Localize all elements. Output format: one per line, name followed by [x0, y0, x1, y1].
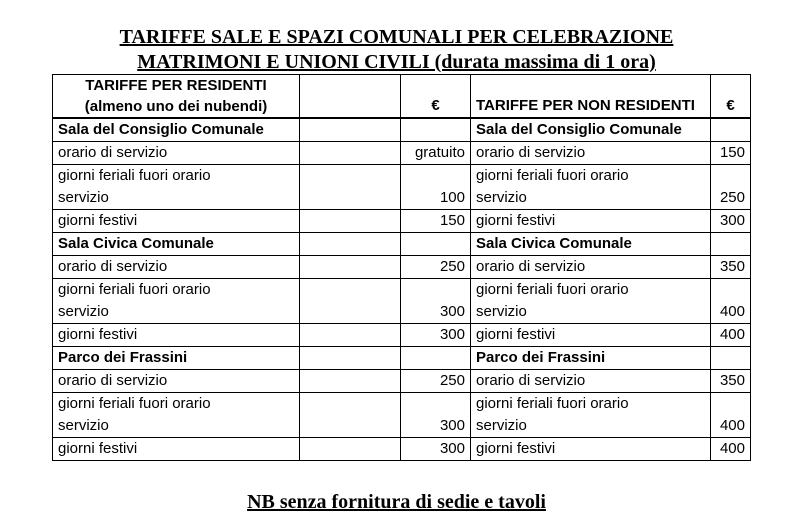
- table-row: [53, 165, 751, 210]
- empty-cell: [300, 75, 401, 118]
- section-name-residents: Parco dei Frassini: [53, 347, 300, 370]
- row-label: orario di servizio: [58, 258, 168, 275]
- row-label-line1: giorni feriali fuori orario: [58, 167, 211, 184]
- section-name-residents: Sala del Consiglio Comunale: [53, 119, 300, 142]
- row-label: giorni festivi: [58, 440, 138, 457]
- non-residents-price: 400: [711, 324, 751, 347]
- non-residents-header: TARIFFE PER NON RESIDENTI: [471, 75, 711, 118]
- section-row: [53, 233, 751, 256]
- row-label-line2: servizio: [476, 189, 527, 206]
- empty-cell: [401, 347, 471, 370]
- table-row: [53, 256, 751, 279]
- empty-cell: [300, 324, 401, 347]
- empty-cell: [300, 165, 401, 210]
- residents-label-cell: [53, 324, 300, 347]
- non-residents-price: 400: [711, 279, 751, 324]
- residents-currency-header: €: [401, 75, 471, 118]
- table-row: [53, 142, 751, 165]
- non-residents-label-cell: [471, 142, 711, 165]
- empty-cell: [300, 347, 401, 370]
- residents-price: 300: [401, 393, 471, 438]
- table-row: [53, 210, 751, 233]
- residents-price: 250: [401, 256, 471, 279]
- non-residents-label-cell: [471, 324, 711, 347]
- non-residents-label-cell: [471, 370, 711, 393]
- row-label-line1: giorni feriali fuori orario: [58, 395, 211, 412]
- residents-label-cell: [53, 438, 300, 461]
- empty-cell: [711, 347, 751, 370]
- row-label: orario di servizio: [476, 372, 586, 389]
- residents-price: gratuito: [401, 142, 471, 165]
- non-residents-price: 400: [711, 393, 751, 438]
- empty-cell: [300, 370, 401, 393]
- residents-price: 300: [401, 279, 471, 324]
- table-row: [53, 370, 751, 393]
- empty-cell: [300, 119, 401, 142]
- non-residents-price: 300: [711, 210, 751, 233]
- row-label: giorni festivi: [476, 326, 556, 343]
- non-residents-label-cell: [471, 438, 711, 461]
- empty-cell: [401, 233, 471, 256]
- residents-label-cell: [53, 165, 300, 210]
- residents-label-cell: [53, 210, 300, 233]
- table-row: [53, 279, 751, 324]
- document-title-line1: TARIFFE SALE E SPAZI COMUNALI PER CELEBRAZIONE: [119, 26, 674, 48]
- empty-cell: [300, 256, 401, 279]
- residents-price: 300: [401, 438, 471, 461]
- non-residents-price: 250: [711, 165, 751, 210]
- row-label: orario di servizio: [58, 372, 168, 389]
- non-residents-price: 350: [711, 256, 751, 279]
- row-label-line1: giorni feriali fuori orario: [476, 167, 629, 184]
- non-residents-price: 150: [711, 142, 751, 165]
- row-label-line2: servizio: [476, 303, 527, 320]
- row-label-line2: servizio: [476, 417, 527, 434]
- row-label: giorni festivi: [476, 440, 556, 457]
- residents-header-line1: TARIFFE PER RESIDENTI: [85, 77, 267, 94]
- section-row: [53, 119, 751, 142]
- residents-label-cell: [53, 142, 300, 165]
- row-label-line2: servizio: [58, 417, 109, 434]
- residents-label-cell: [53, 279, 300, 324]
- section-name-non-residents: Sala del Consiglio Comunale: [471, 119, 711, 142]
- section-row: [53, 347, 751, 370]
- row-label: giorni festivi: [476, 212, 556, 229]
- empty-cell: [300, 279, 401, 324]
- empty-cell: [711, 233, 751, 256]
- residents-label-cell: [53, 393, 300, 438]
- row-label: giorni festivi: [58, 326, 138, 343]
- section-name-residents: Sala Civica Comunale: [53, 233, 300, 256]
- table-row: [53, 438, 751, 461]
- empty-cell: [300, 142, 401, 165]
- row-label-line2: servizio: [58, 303, 109, 320]
- row-label-line2: servizio: [58, 189, 109, 206]
- footnote: NB senza fornitura di sedie e tavoli: [247, 491, 546, 513]
- row-label-line1: giorni feriali fuori orario: [476, 395, 629, 412]
- empty-cell: [300, 210, 401, 233]
- empty-cell: [300, 233, 401, 256]
- non-residents-label-cell: [471, 279, 711, 324]
- tariff-table: [52, 74, 751, 461]
- non-residents-label-cell: [471, 210, 711, 233]
- residents-price: 300: [401, 324, 471, 347]
- empty-cell: [300, 438, 401, 461]
- non-residents-price: 400: [711, 438, 751, 461]
- row-label-line1: giorni feriali fuori orario: [58, 281, 211, 298]
- residents-header-line2: (almeno uno dei nubendi): [84, 98, 268, 115]
- residents-price: 250: [401, 370, 471, 393]
- residents-header: [53, 75, 300, 118]
- non-residents-label-cell: [471, 256, 711, 279]
- table-header-row: [53, 75, 751, 118]
- residents-label-cell: [53, 370, 300, 393]
- non-residents-price: 350: [711, 370, 751, 393]
- table-row: [53, 324, 751, 347]
- section-name-non-residents: Parco dei Frassini: [471, 347, 711, 370]
- non-residents-label-cell: [471, 393, 711, 438]
- row-label: giorni festivi: [58, 212, 138, 229]
- non-residents-label-cell: [471, 165, 711, 210]
- row-label: orario di servizio: [476, 258, 586, 275]
- row-label-line1: giorni feriali fuori orario: [476, 281, 629, 298]
- section-name-non-residents: Sala Civica Comunale: [471, 233, 711, 256]
- residents-price: 100: [401, 165, 471, 210]
- row-label: orario di servizio: [58, 144, 168, 161]
- residents-label-cell: [53, 256, 300, 279]
- row-label: orario di servizio: [476, 144, 586, 161]
- non-residents-currency-header: €: [711, 75, 751, 118]
- table-row: [53, 393, 751, 438]
- empty-cell: [300, 393, 401, 438]
- empty-cell: [401, 119, 471, 142]
- document-title-line2: MATRIMONI E UNIONI CIVILI (durata massima di 1 ora): [137, 51, 656, 73]
- empty-cell: [711, 119, 751, 142]
- residents-price: 150: [401, 210, 471, 233]
